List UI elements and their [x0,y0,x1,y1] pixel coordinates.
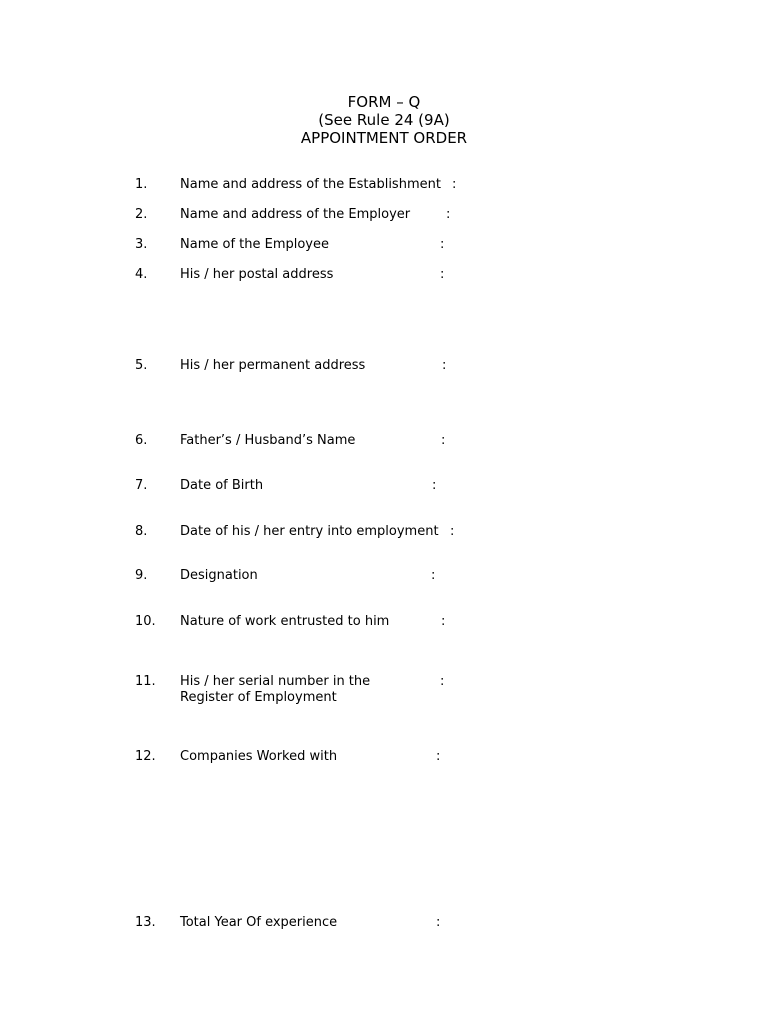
item-number: 5. [135,358,148,373]
form-title: FORM – Q [347,93,421,111]
item-number: 4. [135,267,148,282]
item-label: Name and address of the Establishment [180,177,441,192]
item-label: Date of Birth [180,478,264,493]
item-colon: : [446,207,451,222]
item-colon: : [440,237,445,252]
item-colon: : [436,749,441,764]
item-number: 3. [135,237,148,252]
item-number: 9. [135,568,148,583]
form-order-title: APPOINTMENT ORDER [300,129,468,147]
form-rule-reference: (See Rule 24 (9A) [318,111,450,129]
item-label: His / her permanent address [180,358,366,373]
item-colon: : [442,358,447,373]
item-number: 2. [135,207,148,222]
item-colon: : [436,915,441,930]
item-number: 1. [135,177,148,192]
item-label: His / her postal address [180,267,334,282]
item-number: 6. [135,433,148,448]
item-number: 11. [135,674,156,689]
item-label: His / her serial number in the Register of Employment [180,674,371,705]
item-colon: : [432,478,437,493]
item-colon: : [441,433,446,448]
item-colon: : [440,267,445,282]
item-colon: : [450,524,455,539]
item-number: 8. [135,524,148,539]
item-colon: : [441,614,446,629]
item-label: Nature of work entrusted to him [180,614,390,629]
item-colon: : [452,177,457,192]
item-label: Designation [180,568,258,583]
item-label: Father’s / Husband’s Name [180,433,356,448]
item-colon: : [431,568,436,583]
item-number: 12. [135,749,156,764]
item-number: 10. [135,614,156,629]
item-colon: : [440,674,445,689]
item-label: Name and address of the Employer [180,207,411,222]
item-label: Companies Worked with [180,749,338,764]
item-label: Name of the Employee [180,237,329,252]
item-number: 7. [135,478,148,493]
item-number: 13. [135,915,156,930]
item-label: Total Year Of experience [180,915,338,930]
item-label: Date of his / her entry into employment [180,524,439,539]
form-header [0,93,768,147]
